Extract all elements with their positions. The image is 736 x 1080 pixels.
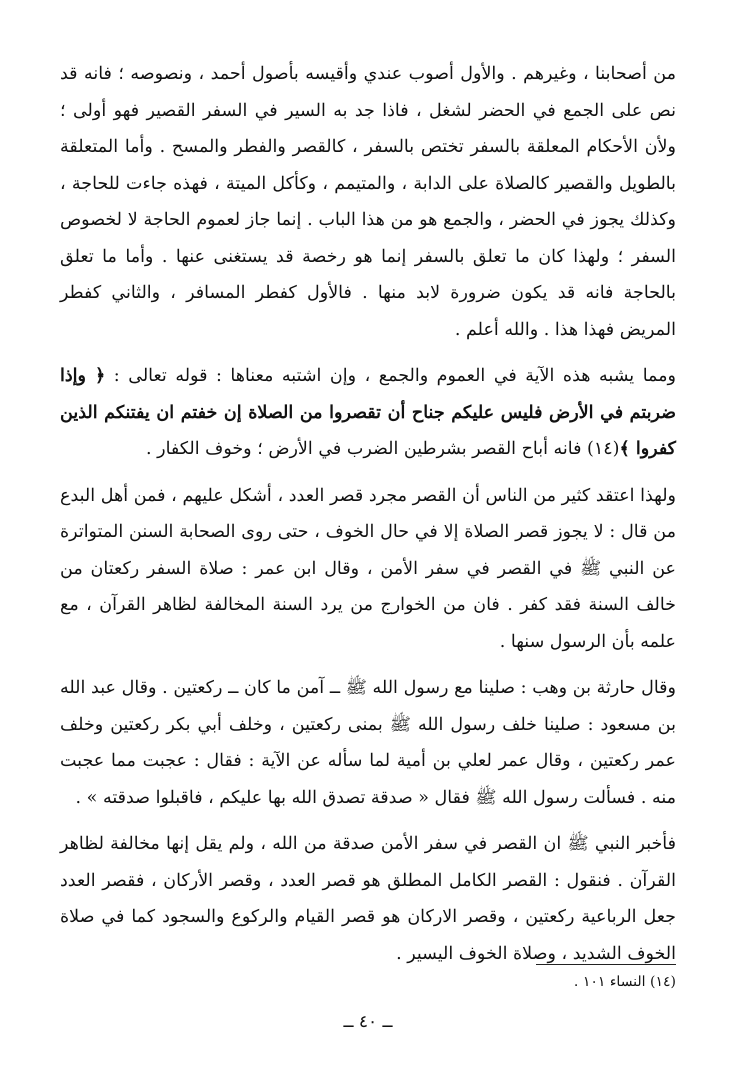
paragraph-1 <box>60 56 676 348</box>
paragraph-5-text: فأخبر النبي ﷺ ان القصر في سفر الأمن صدقة من الله ، ولم يقل إنها مخالفة لظاهر القرآن . فنقول : القصر الكامل المطلق هو قصر العدد ، وقصر الأركان ، فقصر العدد جعل الرباعية ركعتين ، وقصر الاركان هو قصر القيام والركوع والسجود كما في صلاة الخوف الشديد ، وصلاة الخوف اليسير . <box>60 834 676 964</box>
paragraph-2-rest: (١٤) فانه أباح القصر بشرطين الضرب في الأرض ؛ وخوف الكفار . <box>146 439 620 459</box>
page-number: ــ ٤٠ ــ <box>343 1012 393 1032</box>
paragraph-4 <box>60 670 676 816</box>
paragraph-4-text: وقال حارثة بن وهب : صلينا مع رسول الله ﷺ ــ آمن ما كان ــ ركعتين . وقال عبد الله بن مسعود : صلينا خلف رسول الله ﷺ بمنى ركعتين ، وخلف أبي بكر ركعتين وخلف عمر ركعتين ، وقال عمر لعلي بن أمية لما سأله عن الآية : فقال : عجبت مما عجبت منه . فسألت رسول الله ﷺ فقال « صدقة تصدق الله بها عليكم ، فاقبلوا صدقته » . <box>60 678 676 808</box>
paragraph-3-text: ولهذا اعتقد كثير من الناس أن القصر مجرد قصر العدد ، أشكل عليهم ، فمن أهل البدع من قال : لا يجوز قصر الصلاة إلا في حال الخوف ، حتى روى الصحابة السنن المتواترة عن النبي ﷺ في القصر في سفر الأمن ، وقال ابن عمر : صلاة السفر ركعتان من خالف السنة فقد كفر . فان من الخوارج من يرد السنة المخالفة لظاهر القرآن ، مع علمه بأن الرسول سنها . <box>60 485 676 652</box>
footnote-divider <box>536 964 676 965</box>
paragraph-2-intro: ومما يشبه هذه الآية في العموم والجمع ، وإن اشتبه معناها : قوله تعالى : <box>105 366 676 386</box>
paragraph-1-text: من أصحابنا ، وغيرهم . والأول أصوب عندي وأقيسه بأصول أحمد ، ونصوصه ؛ فانه قد نص على الجمع في الحضر لشغل ، فاذا جد به السير في السفر القصير فهو أولى ؛ ولأن الأحكام المعلقة بالسفر تختص بالسفر ، كالقصر والفطر والمسح . وأما المتعلقة بالطويل والقصير كالصلاة على الدابة ، والمتيمم ، وكأكل الميتة ، فهذه جاءت للحاجة ، وكذلك يجوز في الحضر ، والجمع هو من هذا الباب . إنما جاز لعموم الحاجة لا لخصوص السفر ؛ ولهذا كان ما تعلق بالسفر إنما هو رخصة قد يستغنى عنها . وأما ما تعلق بالحاجة فانه قد يكون ضرورة لابد منها . فالأول كفطر المسافر ، والثاني كفطر المريض فهذا هذا . والله أعلم . <box>60 64 676 340</box>
quran-verse: ﴿ وإذا ضربتم في الأرض فليس عليكم جناح أن تقصروا من الصلاة إن خفتم ان يفتنكم الذين كفروا ﴾ <box>60 366 676 459</box>
paragraph-2 <box>60 358 676 468</box>
body-text <box>60 56 676 972</box>
footnote: (١٤) النساء ١٠١ . <box>573 974 676 990</box>
paragraph-3 <box>60 478 676 661</box>
paragraph-5 <box>60 826 676 972</box>
